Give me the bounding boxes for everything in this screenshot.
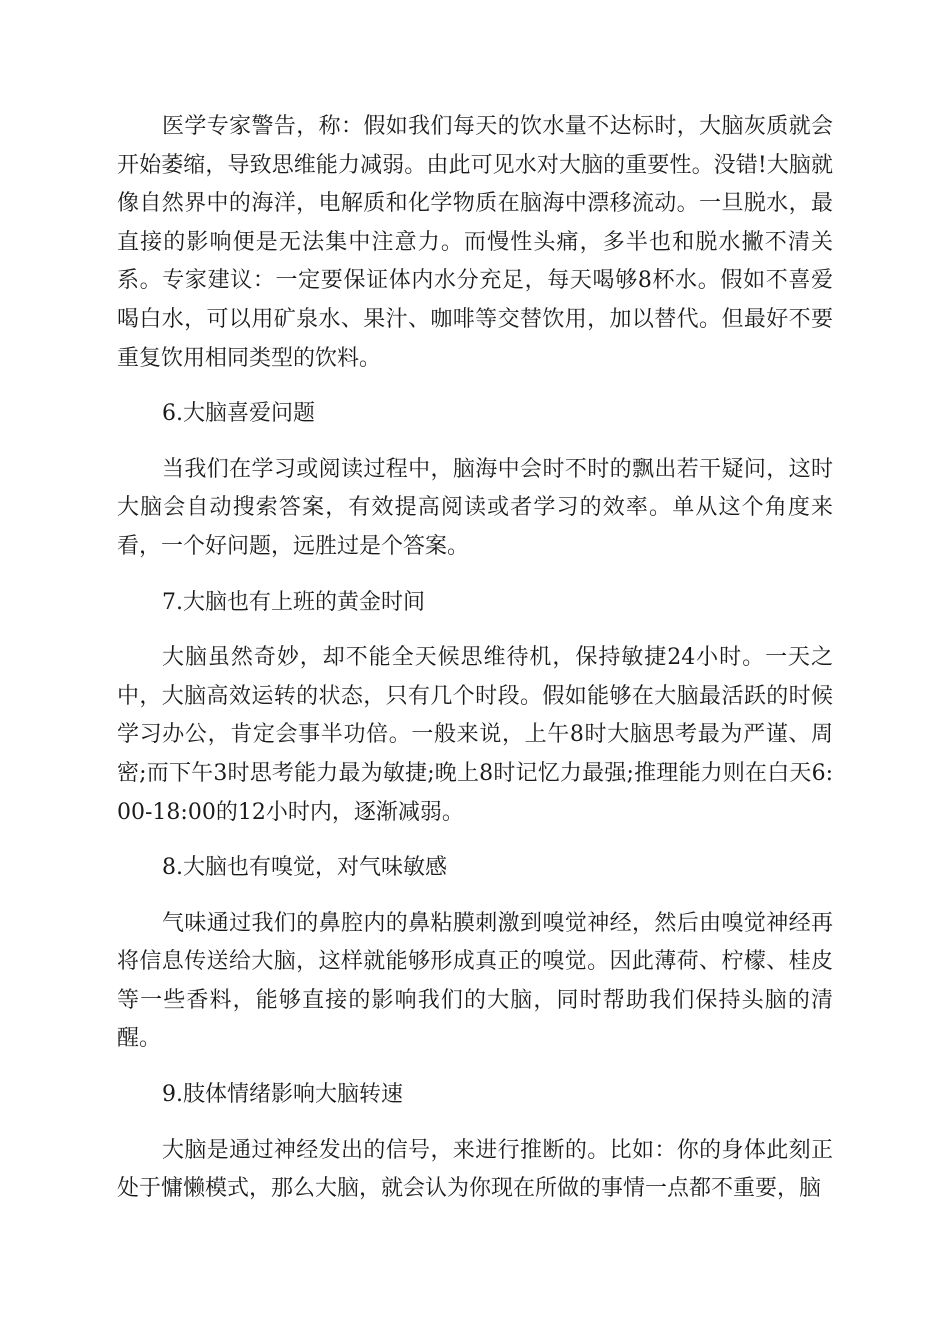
paragraph-questions: 当我们在学习或阅读过程中，脑海中会时不时的飘出若干疑问，这时大脑会自动搜索答案，有效提高阅读或者学习的效率。单从这个角度来看，一个好问题，远胜过是个答案。 xyxy=(117,456,833,559)
heading-section-6: 6.大脑喜爱问题 xyxy=(162,401,315,427)
document-page xyxy=(117,108,833,1209)
heading-section-8: 8.大脑也有嗅觉，对气味敏感 xyxy=(162,855,447,881)
paragraph-water-brain: 医学专家警告，称：假如我们每天的饮水量不达标时，大脑灰质就会开始萎缩，导致思维能力减弱。由此可见水对大脑的重要性。没错!大脑就像自然界中的海洋，电解质和化学物质在脑海中漂移流动。一旦脱水，最直接的影响便是无法集中注意力。而慢性头痛，多半也和脱水撇不清关系。专家建议：一定要保证体内水分充足，每天喝够8杯水。假如不喜爱喝白水，可以用矿泉水、果汁、咖啡等交替饮用，加以替代。但最好不要重复饮用相同类型的饮料。 xyxy=(117,114,833,371)
heading-section-9: 9.肢体情绪影响大脑转速 xyxy=(162,1082,403,1108)
paragraph-smell: 气味通过我们的鼻腔内的鼻粘膜刺激到嗅觉神经，然后由嗅觉神经再将信息传送给大脑，这样就能够形成真正的嗅觉。因此薄荷、柠檬、桂皮等一些香料，能够直接的影响我们的大脑，同时帮助我们保持头脑的清醒。 xyxy=(117,910,833,1052)
paragraph-golden-time: 大脑虽然奇妙，却不能全天候思维待机，保持敏捷24小时。一天之中，大脑高效运转的状态，只有几个时段。假如能够在大脑最活跃的时候学习办公，肯定会事半功倍。一般来说，上午8时大脑思考最为严谨、周密;而下午3时思考能力最为敏捷;晚上8时记忆力最强;推理能力则在白天6:00-18:00的12小时内，逐渐减弱。 xyxy=(117,645,833,825)
heading-section-7: 7.大脑也有上班的黄金时间 xyxy=(162,589,425,615)
paragraph-body-emotion: 大脑是通过神经发出的信号，来进行推断的。比如：你的身体此刻正处于慵懒模式，那么大脑，就会认为你现在所做的事情一点都不重要，脑 xyxy=(117,1137,833,1202)
